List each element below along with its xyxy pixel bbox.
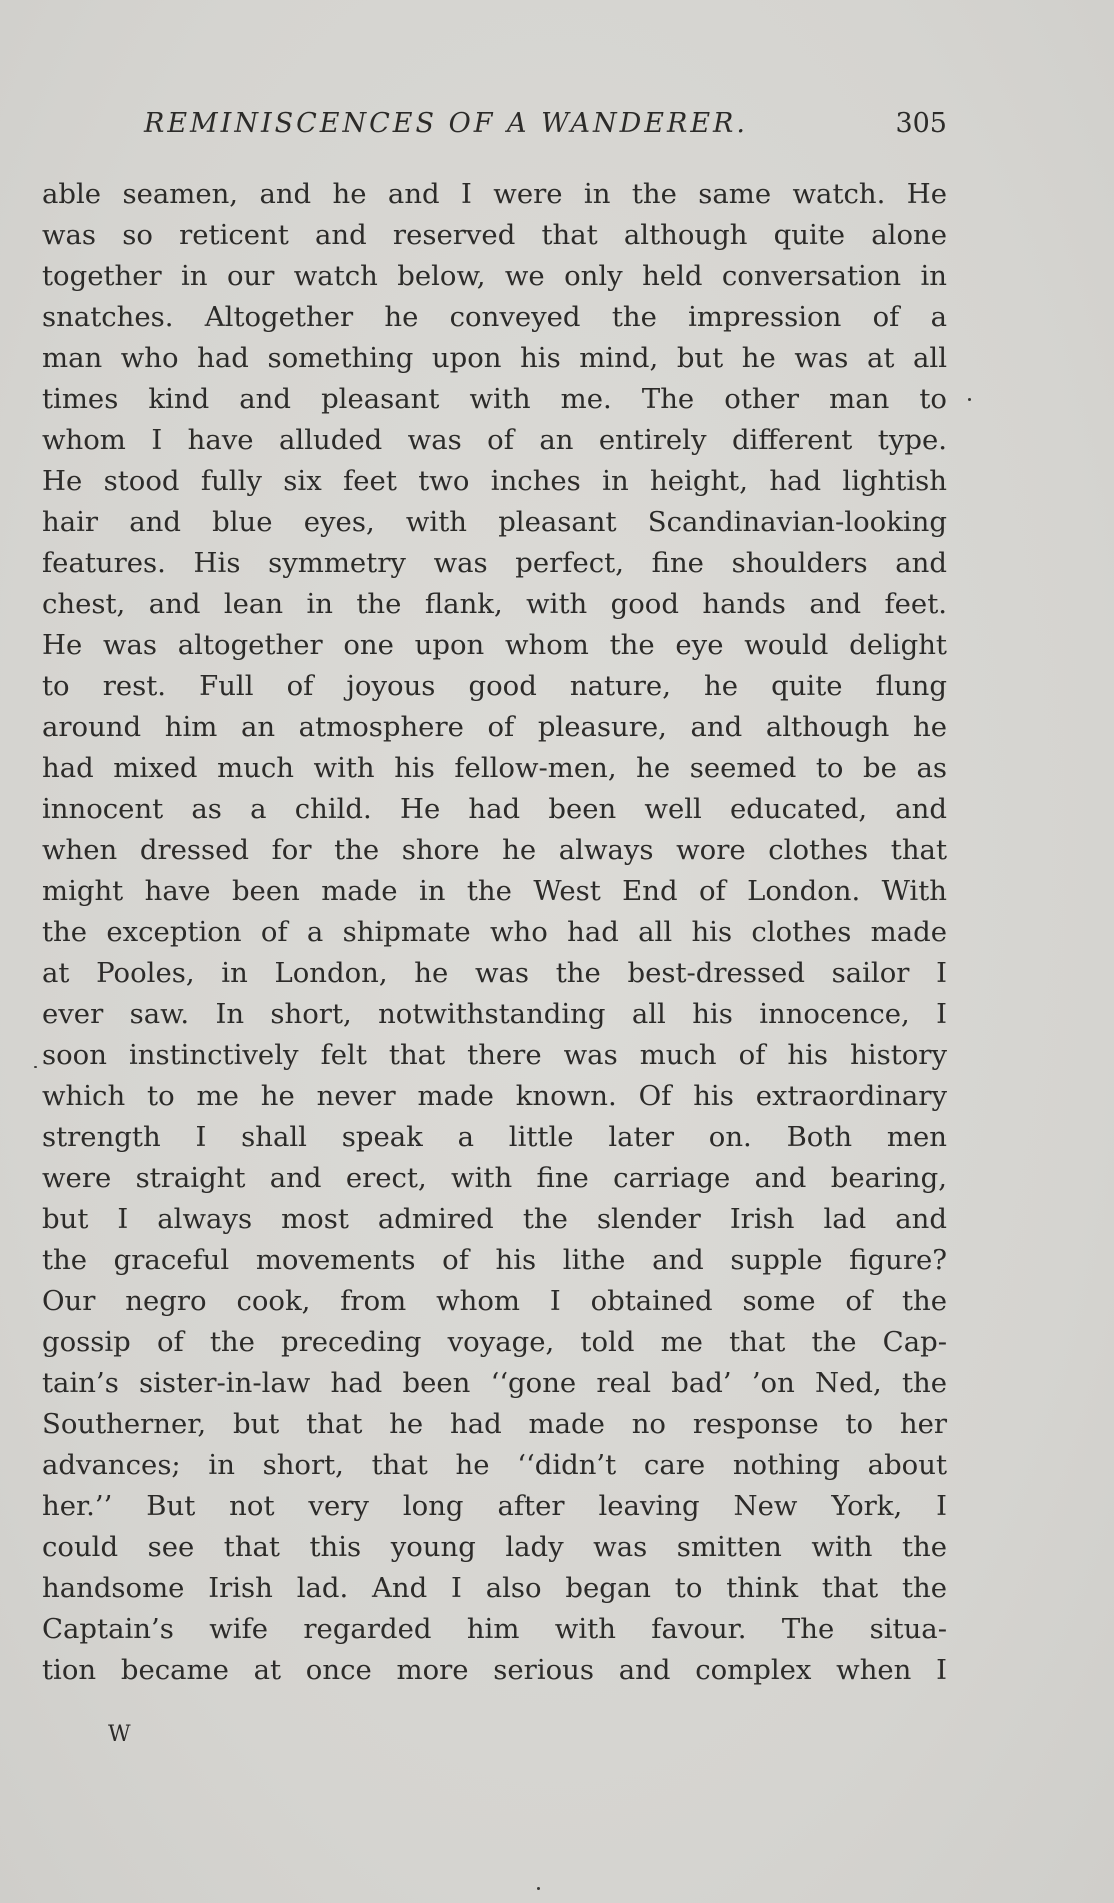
body-text bbox=[42, 174, 947, 1691]
text-line: at Pooles, in London, he was the best-dressed sailor I bbox=[42, 957, 947, 989]
running-head bbox=[42, 108, 947, 148]
paper-speck bbox=[34, 1066, 37, 1068]
text-line: Southerner, but that he had made no response to her bbox=[42, 1408, 947, 1440]
text-line: were straight and erect, with fine carriage and bearing, bbox=[42, 1162, 947, 1194]
text-line: tion became at once more serious and complex when I bbox=[42, 1654, 947, 1686]
text-line: able seamen, and he and I were in the same watch. He bbox=[42, 178, 947, 210]
text-line: the exception of a shipmate who had all his clothes made bbox=[42, 916, 947, 948]
text-line: man who had something upon his mind, but he was at all bbox=[42, 342, 947, 374]
text-line: tain’s sister-in-law had been ‘‘gone real bad’ ’on Ned, the bbox=[42, 1367, 947, 1399]
text-line: together in our watch below, we only held conversation in bbox=[42, 260, 947, 292]
text-line: her.’’ But not very long after leaving New York, I bbox=[42, 1490, 947, 1522]
text-line: strength I shall speak a little later on. Both men bbox=[42, 1121, 947, 1153]
text-line: Our negro cook, from whom I obtained some of the bbox=[42, 1285, 947, 1317]
text-line: He stood fully six feet two inches in height, had lightish bbox=[42, 465, 947, 497]
text-line: whom I have alluded was of an entirely different type. bbox=[42, 424, 947, 456]
text-line: ever saw. In short, notwithstanding all his innocence, I bbox=[42, 998, 947, 1030]
text-line: might have been made in the West End of London. With bbox=[42, 875, 947, 907]
text-line: hair and blue eyes, with pleasant Scandinavian-looking bbox=[42, 506, 947, 538]
text-line: snatches. Altogether he conveyed the impression of a bbox=[42, 301, 947, 333]
text-line: but I always most admired the slender Irish lad and bbox=[42, 1203, 947, 1235]
paper-speck bbox=[968, 398, 971, 401]
running-title: REMINISCENCES OF A WANDERER. bbox=[144, 108, 748, 139]
text-line: handsome Irish lad. And I also began to think that the bbox=[42, 1572, 947, 1604]
text-line: innocent as a child. He had been well educated, and bbox=[42, 793, 947, 825]
text-line: soon instinctively felt that there was much of his history bbox=[42, 1039, 947, 1071]
text-line: times kind and pleasant with me. The other man to bbox=[42, 383, 947, 415]
text-line: features. His symmetry was perfect, fine shoulders and bbox=[42, 547, 947, 579]
signature-mark: W bbox=[108, 1722, 132, 1747]
text-line: He was altogether one upon whom the eye would delight bbox=[42, 629, 947, 661]
text-line: could see that this young lady was smitten with the bbox=[42, 1531, 947, 1563]
text-line: advances; in short, that he ‘‘didn’t care nothing about bbox=[42, 1449, 947, 1481]
text-line: gossip of the preceding voyage, told me that the Cap- bbox=[42, 1326, 947, 1358]
page-number: 305 bbox=[895, 108, 947, 139]
paper-speck bbox=[537, 1887, 540, 1890]
text-line: Captain’s wife regarded him with favour. The situa- bbox=[42, 1613, 947, 1645]
text-line: chest, and lean in the flank, with good hands and feet. bbox=[42, 588, 947, 620]
text-line: had mixed much with his fellow-men, he seemed to be as bbox=[42, 752, 947, 784]
text-line: around him an atmosphere of pleasure, and although he bbox=[42, 711, 947, 743]
text-line: was so reticent and reserved that although quite alone bbox=[42, 219, 947, 251]
text-line: to rest. Full of joyous good nature, he quite flung bbox=[42, 670, 947, 702]
text-line: the graceful movements of his lithe and supple figure? bbox=[42, 1244, 947, 1276]
text-line: when dressed for the shore he always wore clothes that bbox=[42, 834, 947, 866]
text-line: which to me he never made known. Of his extraordinary bbox=[42, 1080, 947, 1112]
